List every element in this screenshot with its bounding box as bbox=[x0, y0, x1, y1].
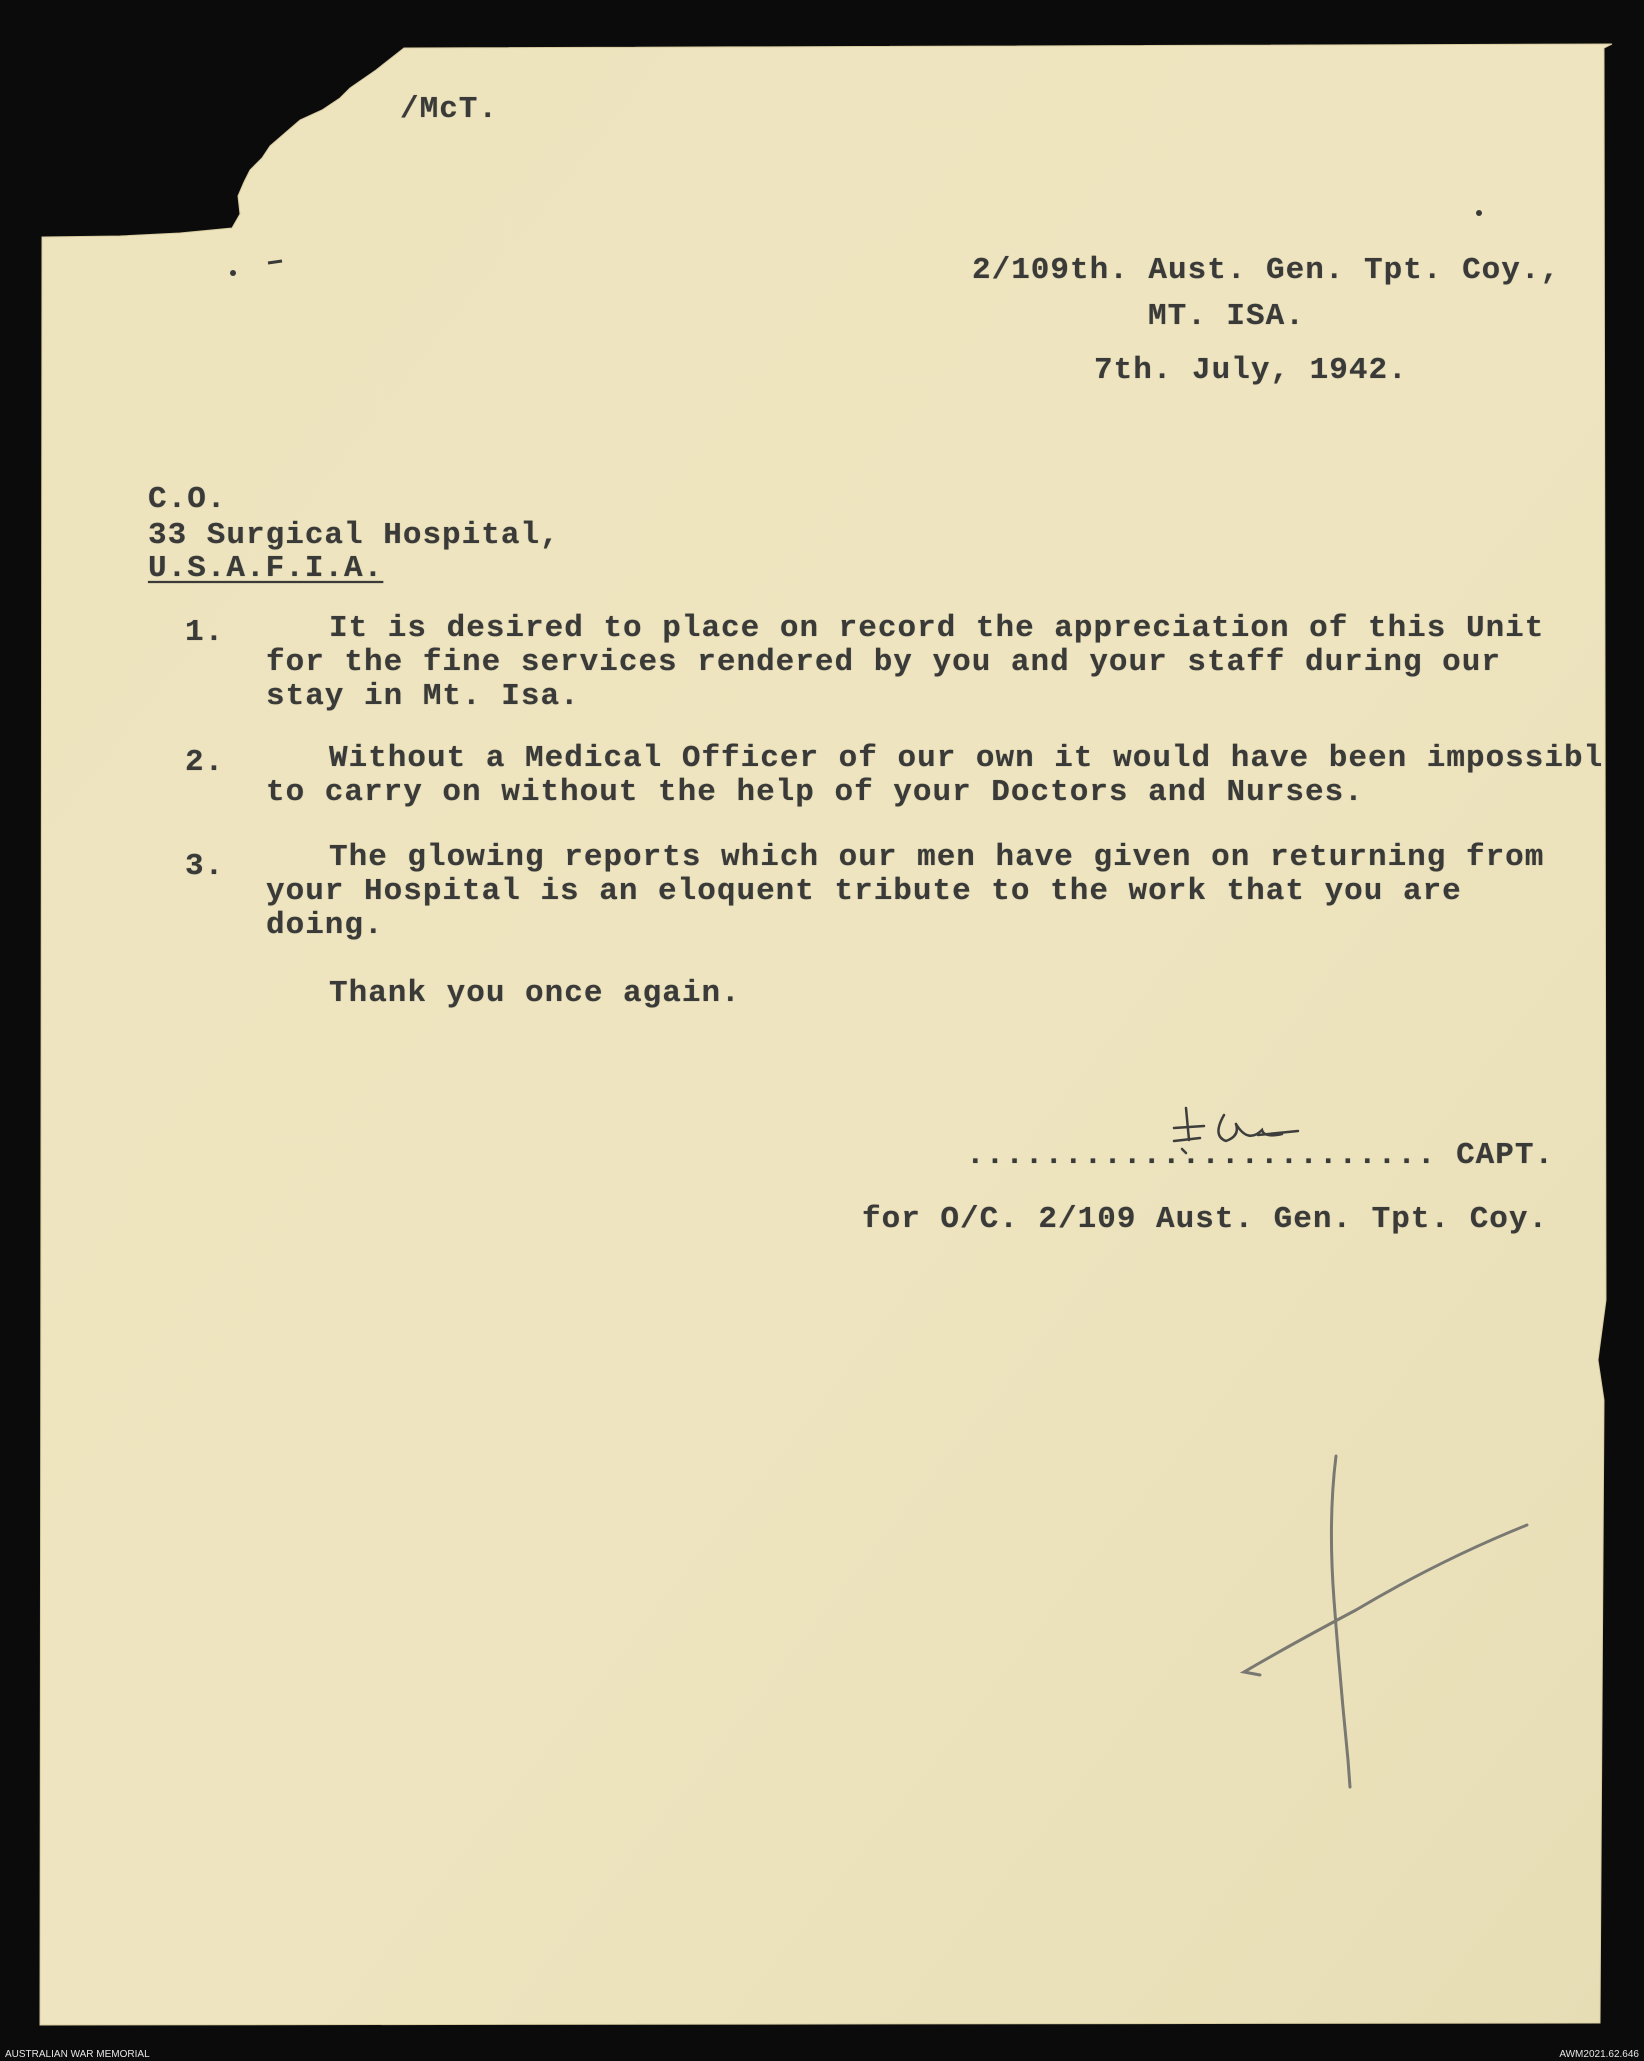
speck-mark bbox=[268, 261, 282, 263]
paragraph-1-line1: It is desired to place on record the appreciation of this Unit bbox=[329, 611, 1545, 646]
paragraph-2-number: 2. bbox=[185, 745, 225, 780]
paragraph-3-line3: doing. bbox=[266, 908, 384, 943]
reference-line: /McT. bbox=[400, 92, 499, 127]
addressee-line3: U.S.A.F.I.A. bbox=[148, 551, 384, 586]
paragraph-1-line3: stay in Mt. Isa. bbox=[266, 679, 580, 714]
addressee-line2: 33 Surgical Hospital, bbox=[148, 518, 560, 553]
speck-mark bbox=[230, 270, 236, 276]
paragraph-2-line1: Without a Medical Officer of our own it would have been impossibl bbox=[329, 741, 1604, 776]
signature-block: for O/C. 2/109 Aust. Gen. Tpt. Coy. bbox=[862, 1202, 1549, 1237]
letterhead-date: 7th. July, 1942. bbox=[1094, 353, 1408, 388]
paragraph-3-line2: your Hospital is an eloquent tribute to the work that you are bbox=[266, 874, 1462, 909]
signature-line: ........................ CAPT. bbox=[966, 1138, 1555, 1173]
letterhead-unit: 2/109th. Aust. Gen. Tpt. Coy., bbox=[972, 253, 1561, 288]
footer-accession-number: AWM2021.62.646 bbox=[1559, 2049, 1639, 2060]
letterhead-place: MT. ISA. bbox=[1148, 299, 1305, 334]
speck-mark bbox=[1476, 210, 1482, 216]
paragraph-2-line2: to carry on without the help of your Doctors and Nurses. bbox=[266, 775, 1364, 810]
paragraph-3-number: 3. bbox=[185, 849, 225, 884]
closing-line: Thank you once again. bbox=[329, 976, 741, 1011]
addressee-line1: C.O. bbox=[148, 482, 227, 517]
paragraph-3-line1: The glowing reports which our men have given on returning from bbox=[329, 840, 1545, 875]
footer-archive-name: AUSTRALIAN WAR MEMORIAL bbox=[5, 2049, 150, 2060]
paragraph-1-line2: for the fine services rendered by you and your staff during our bbox=[266, 645, 1501, 680]
paragraph-1-number: 1. bbox=[185, 615, 225, 650]
paper-body bbox=[40, 44, 1612, 2025]
